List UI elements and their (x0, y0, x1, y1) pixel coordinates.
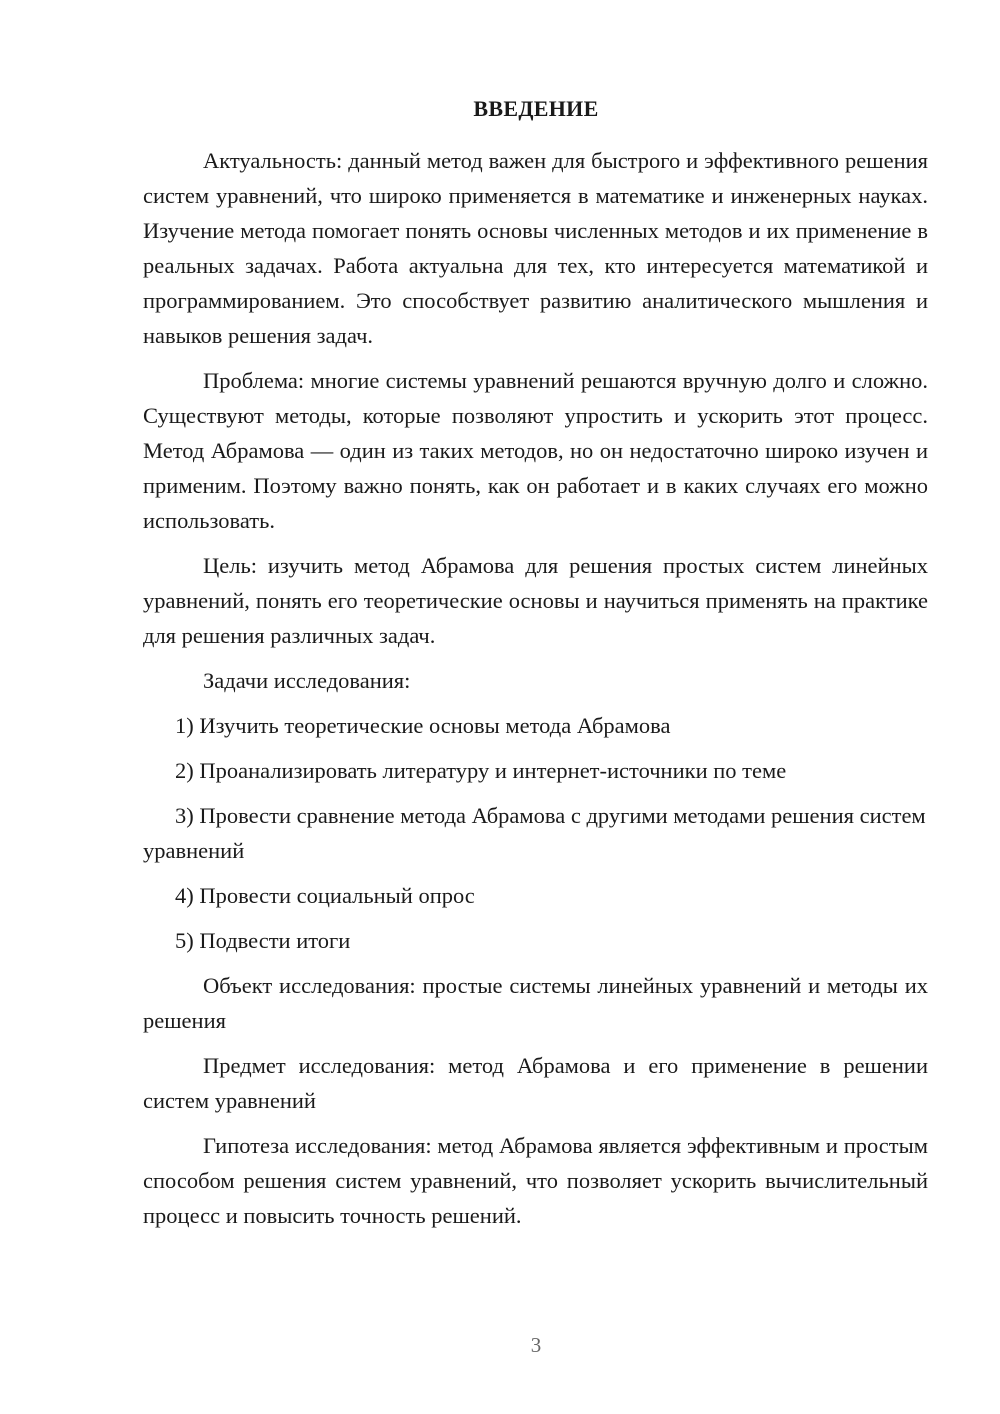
paragraph-hypothesis: Гипотеза исследования: метод Абрамова является эффективным и простым способом решения систем уравнений, что позволяет ускорить вычислительный процесс и повысить точность решений. (143, 1133, 928, 1228)
task-item-1: 1) Изучить теоретические основы метода Абрамова (175, 713, 671, 738)
page-number: 3 (530, 1333, 542, 1357)
task-item-4: 4) Провести социальный опрос (175, 883, 475, 908)
task-item-3: 3) Провести сравнение метода Абрамова с другими методами решения систем уравнений (143, 803, 926, 863)
paragraph-goal: Цель: изучить метод Абрамова для решения простых систем линейных уравнений, понять его теоретические основы и научиться применять на практике для решения различных задач. (143, 553, 928, 648)
document-body (143, 143, 928, 1233)
paragraph-object: Объект исследования: простые системы линейных уравнений и методы их решения (143, 973, 928, 1033)
page-title: ВВЕДЕНИЕ (473, 96, 599, 121)
task-item-5: 5) Подвести итоги (175, 928, 351, 953)
paragraph-problem: Проблема: многие системы уравнений решаются вручную долго и сложно. Существуют методы, которые позволяют упростить и ускорить этот процесс. Метод Абрамова — один из таких методов, но он недостаточно широко изучен и применим. Поэтому важно понять, как он работает и в каких случаях его можно использовать. (143, 368, 928, 533)
tasks-heading: Задачи исследования: (203, 668, 411, 693)
paragraph-relevance: Актуальность: данный метод важен для быстрого и эффективного решения систем уравнений, что широко применяется в математике и инженерных науках. Изучение метода помогает понять основы численных методов и их применение в реальных задачах. Работа актуальна для тех, кто интересуется математикой и программированием. Это способствует развитию аналитического мышления и навыков решения задач. (143, 148, 928, 348)
paragraph-subject: Предмет исследования: метод Абрамова и его применение в решении систем уравнений (143, 1053, 928, 1113)
task-item-2: 2) Проанализировать литературу и интернет-источники по теме (175, 758, 787, 783)
